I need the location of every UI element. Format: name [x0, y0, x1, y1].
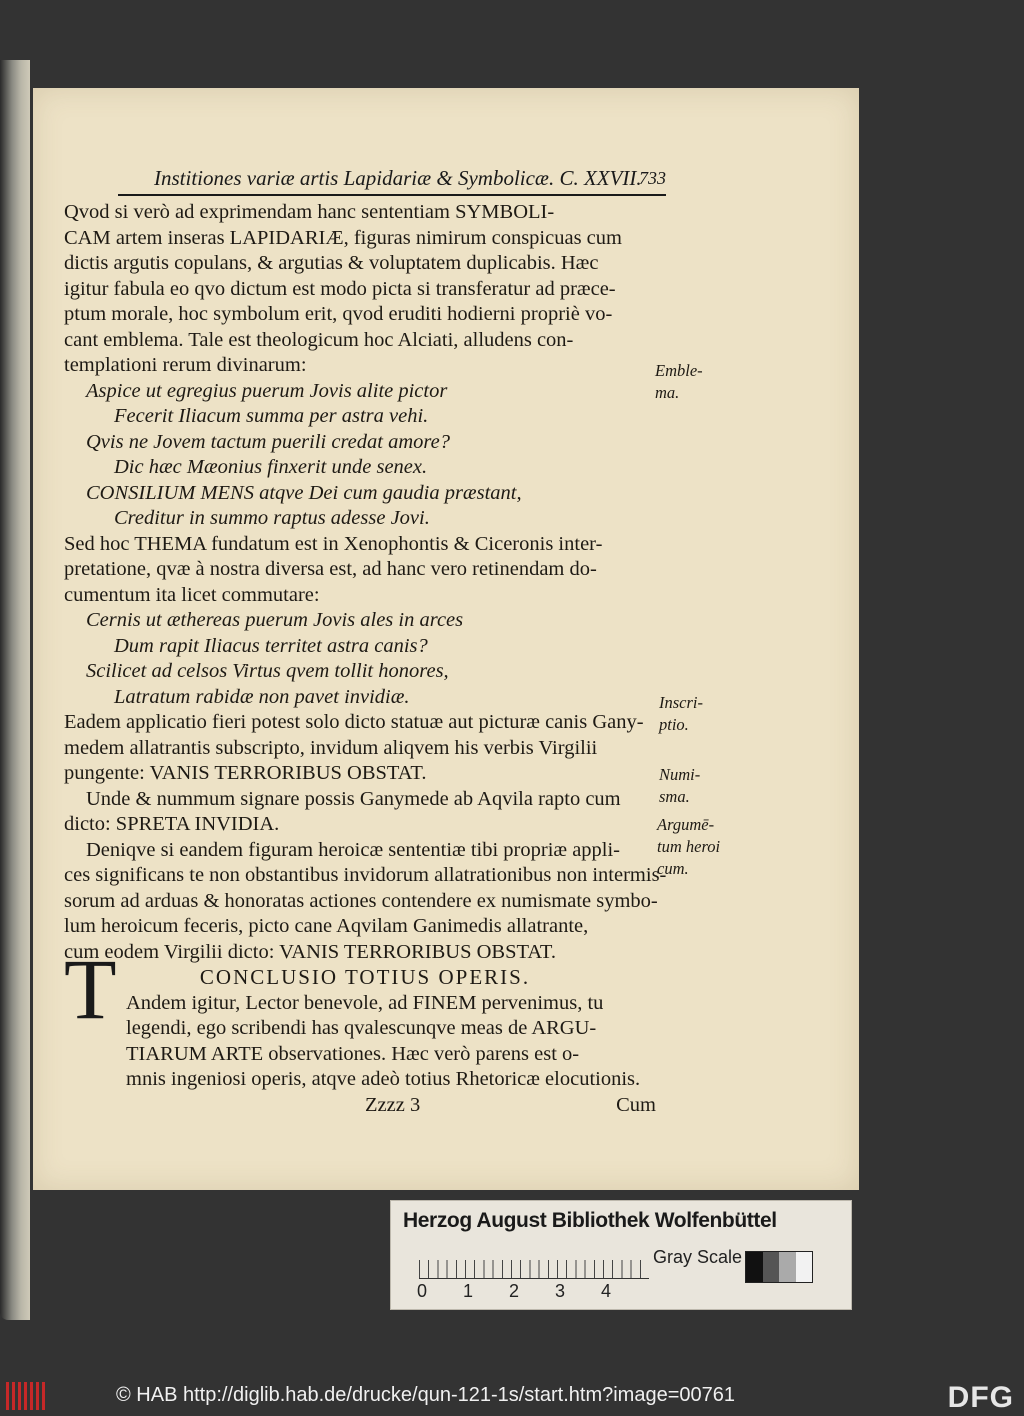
body-text — [64, 200, 667, 1118]
text-line: CONSILIUM MENS atqve Dei cum gaudia præstant, — [86, 481, 522, 504]
text-line: Fecerit Iliacum summa per astra vehi. — [114, 405, 429, 427]
ruler-number: 1 — [463, 1281, 474, 1301]
text-line: Dum rapit Iliacus territet astra canis? — [114, 634, 428, 657]
text-line: Dic hæc Mæonius finxerit unde senex. — [114, 456, 428, 478]
viewer-footer — [0, 1378, 1024, 1416]
conclusio-heading: CONCLUSIO TOTIUS OPERIS. — [199, 965, 531, 989]
text-line: cumentum ita licet commutare: — [64, 583, 320, 606]
gray-scale-swatches — [745, 1251, 813, 1283]
final-text-line: TIARUM ARTE observationes. Hæc verò parens est o- — [126, 1042, 580, 1065]
text-line: dicto: SPRETA INVIDIA. — [64, 813, 280, 835]
text-line: Creditur in summo raptus adesse Jovi. — [114, 507, 430, 529]
catchword: Cum — [616, 1093, 656, 1116]
margin-note-inscriptio: Inscri- ptio. — [659, 693, 703, 734]
text-line: Aspice ut egregius puerum Jovis alite pictor — [86, 379, 448, 402]
final-text-line: Andem igitur, Lector benevole, ad FINEM pervenimus, tu — [126, 991, 604, 1014]
running-header — [118, 166, 666, 196]
text-line: Scilicet ad celsos Virtus qvem tollit honores, — [86, 660, 449, 682]
text-lines — [64, 200, 667, 965]
copyright-link[interactable]: © HAB http://diglib.hab.de/drucke/qun-121-1s/start.htm?image=00761 — [116, 1384, 735, 1406]
ruler-number: 3 — [555, 1281, 566, 1301]
gray-swatch — [796, 1252, 813, 1282]
text-line: Qvis ne Jovem tactum puerili credat amore? — [86, 430, 450, 453]
margin-note-emblema: Emble- ma. — [655, 361, 703, 402]
margin-note-numisma: Numi- sma. — [659, 765, 701, 806]
book-page — [33, 88, 859, 1190]
signature-line — [64, 1093, 656, 1119]
text-line: medem allatrantis subscripto, invidum aliqvem his verbis Virgilii — [64, 736, 598, 759]
text-line: ptum morale, hoc symbolum erit, qvod eruditi hodierni propriè vo- — [64, 303, 613, 325]
final-text-line: legendi, ego scribendi has qvalescunqve meas de ARGU- — [126, 1017, 597, 1039]
margin-note-argumentum: Argumē- tum heroi cum. — [657, 815, 721, 878]
gray-swatch — [746, 1252, 763, 1282]
text-line: cum eodem Virgilii dicto: VANIS TERRORIBUS OBSTAT. — [64, 940, 557, 963]
ruler-scale — [419, 1248, 649, 1279]
text-line: Latratum rabidæ non pavet invidiæ. — [114, 685, 410, 708]
signature-mark: Zzzz 3 — [365, 1093, 421, 1116]
page-number: 733 — [639, 168, 666, 188]
text-line: pungente: VANIS TERRORIBUS OBSTAT. — [64, 762, 427, 784]
dfg-logo: DFG — [947, 1381, 1014, 1414]
ruler-number: 0 — [417, 1281, 428, 1301]
text-line: igitur fabula eo qvo dictum est modo picta si transferatur ad præce- — [64, 277, 616, 300]
text-line: Eadem applicatio fieri potest solo dicto statuæ aut picturæ canis Gany- — [64, 711, 644, 733]
ruler-number: 2 — [509, 1281, 520, 1301]
library-color-card — [390, 1200, 852, 1310]
final-text-line: mnis ingeniosi operis, atqve adeò totius Rhetoricæ elocutionis. — [126, 1068, 641, 1090]
text-line: Deniqve si eandem figuram heroicæ sententiæ tibi propriæ appli- — [86, 838, 621, 861]
barcode-icon — [6, 1382, 46, 1410]
gray-swatch — [779, 1252, 796, 1282]
text-line: cant emblema. Tale est theologicum hoc Alciati, alludens con- — [64, 328, 574, 351]
gray-swatch — [763, 1252, 780, 1282]
drop-cap: T — [64, 941, 117, 1037]
text-line: pretatione, qvæ à nostra diversa est, ad hanc vero retinendam do- — [64, 558, 597, 580]
text-line: dictis argutis copulans, & argutias & voluptatem duplicabis. Hæc — [64, 252, 599, 274]
text-line: Cernis ut æthereas puerum Jovis ales in arces — [86, 609, 464, 631]
text-line: Unde & nummum signare possis Ganymede ab Aqvila rapto cum — [86, 787, 621, 810]
text-line: templationi rerum divinarum: — [64, 354, 307, 376]
header-title: Institiones variæ artis Lapidariæ & Symbolicæ. C. XXVII. — [154, 166, 642, 190]
ruler-numbers — [417, 1281, 677, 1303]
library-name: Herzog August Bibliothek Wolfenbüttel — [403, 1209, 777, 1232]
text-line: ces significans te non obstantibus invidorum allatrationibus non intermis- — [64, 864, 667, 886]
text-line: sorum ad arduas & honoratas actiones contendere ex numismate symbo- — [64, 889, 658, 912]
text-line: Qvod si verò ad exprimendam hanc sententiam SYMBOLI- — [64, 201, 555, 223]
gray-scale-label: Gray Scale — [653, 1247, 743, 1267]
final-paragraph — [64, 991, 656, 1093]
book-spine-edge — [0, 60, 30, 1320]
ruler-number: 4 — [601, 1281, 612, 1301]
text-line: lum heroicum feceris, picto cane Aqvilam Ganimedis allatrante, — [64, 915, 589, 937]
text-line: CAM artem inseras LAPIDARIÆ, figuras nimirum conspicuas cum — [64, 226, 622, 249]
text-line: Sed hoc THEMA fundatum est in Xenophontis & Ciceronis inter- — [64, 532, 603, 555]
